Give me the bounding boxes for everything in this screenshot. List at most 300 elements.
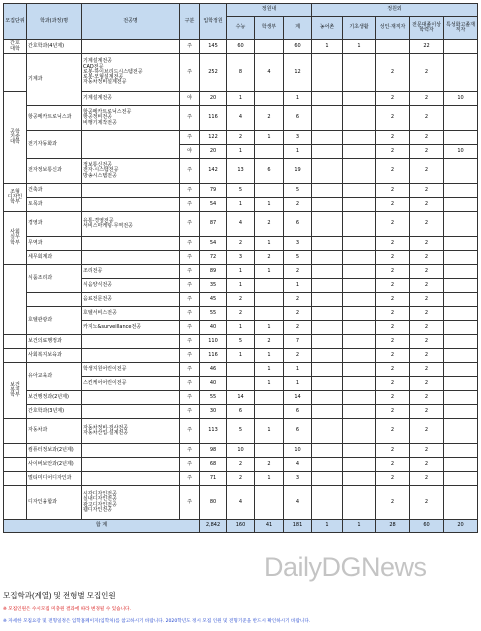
vocational-cell bbox=[444, 349, 478, 363]
low-income-cell bbox=[343, 279, 376, 293]
adult-cell: 2 bbox=[376, 335, 410, 349]
unit-cell bbox=[4, 486, 27, 520]
rural-cell bbox=[312, 307, 343, 321]
csat-cell: 2 bbox=[227, 458, 255, 472]
rural-cell bbox=[312, 198, 343, 212]
total-row bbox=[4, 520, 478, 533]
csat-cell: 10 bbox=[227, 444, 255, 458]
quota-cell: 87 bbox=[200, 212, 227, 237]
graduate-cell: 2 bbox=[410, 363, 444, 377]
type-cell: 주 bbox=[180, 279, 200, 293]
table-row bbox=[4, 40, 478, 54]
csat-cell: 1 bbox=[227, 265, 255, 279]
low-income-cell bbox=[343, 92, 376, 106]
unit-cell bbox=[4, 458, 27, 472]
quota-cell: 45 bbox=[200, 293, 227, 307]
table-row bbox=[4, 131, 478, 145]
graduate-cell: 2 bbox=[410, 472, 444, 486]
adult-cell: 2 bbox=[376, 198, 410, 212]
subtotal-cell: 6 bbox=[284, 212, 312, 237]
quota-cell: 71 bbox=[200, 472, 227, 486]
header-low-income: 기초생활 bbox=[343, 17, 376, 40]
vocational-cell bbox=[444, 486, 478, 520]
quota-cell: 252 bbox=[200, 54, 227, 92]
major-cell: 식음양식전공 bbox=[82, 279, 180, 293]
csat-cell: 4 bbox=[227, 212, 255, 237]
csat-cell: 14 bbox=[227, 391, 255, 405]
quota-cell: 98 bbox=[200, 444, 227, 458]
rural-cell bbox=[312, 92, 343, 106]
subtotal-cell: 3 bbox=[284, 131, 312, 145]
rural-cell bbox=[312, 391, 343, 405]
vocational-cell bbox=[444, 54, 478, 92]
department-cell: 항공메카트로닉스과 bbox=[27, 106, 82, 131]
graduate-cell: 2 bbox=[410, 237, 444, 251]
type-cell: 주 bbox=[180, 377, 200, 391]
type-cell: 주 bbox=[180, 419, 200, 444]
vocational-cell bbox=[444, 405, 478, 419]
vocational-cell bbox=[444, 472, 478, 486]
table-row bbox=[4, 184, 478, 198]
csat-cell: 2 bbox=[227, 307, 255, 321]
total-vocational: 20 bbox=[444, 520, 478, 533]
subtotal-cell: 6 bbox=[284, 106, 312, 131]
record-cell bbox=[255, 92, 284, 106]
rural-cell bbox=[312, 349, 343, 363]
adult-cell: 2 bbox=[376, 159, 410, 184]
subtotal-cell: 6 bbox=[284, 405, 312, 419]
subtotal-cell: 2 bbox=[284, 349, 312, 363]
department-cell: 세무회계과 bbox=[27, 251, 82, 265]
record-cell: 2 bbox=[255, 335, 284, 349]
subtotal-cell: 1 bbox=[284, 363, 312, 377]
vocational-cell bbox=[444, 444, 478, 458]
rural-cell bbox=[312, 279, 343, 293]
total-adult: 28 bbox=[376, 520, 410, 533]
csat-cell: 4 bbox=[227, 486, 255, 520]
vocational-cell bbox=[444, 265, 478, 279]
record-cell: 1 bbox=[255, 198, 284, 212]
header-adult: 성인·재직자 bbox=[376, 17, 410, 40]
rural-cell bbox=[312, 54, 343, 92]
type-cell: 주 bbox=[180, 321, 200, 335]
vocational-cell bbox=[444, 279, 478, 293]
header-subtotal: 계 bbox=[284, 17, 312, 40]
type-cell: 주 bbox=[180, 237, 200, 251]
csat-cell: 6 bbox=[227, 405, 255, 419]
major-cell: 학생지원어린이전공 bbox=[82, 363, 180, 377]
vocational-cell bbox=[444, 293, 478, 307]
unit-cell: 사회 실무 학부 bbox=[4, 212, 27, 265]
subtotal-cell: 1 bbox=[284, 92, 312, 106]
department-cell: 사회복지보육과 bbox=[27, 349, 82, 363]
graduate-cell: 22 bbox=[410, 40, 444, 54]
major-cell bbox=[82, 472, 180, 486]
rural-cell bbox=[312, 472, 343, 486]
vocational-cell bbox=[444, 40, 478, 54]
quota-cell: 55 bbox=[200, 307, 227, 321]
department-cell: 경영과 bbox=[27, 212, 82, 237]
record-cell: 6 bbox=[255, 159, 284, 184]
type-cell: 주 bbox=[180, 251, 200, 265]
header-group-regular: 정원내 bbox=[227, 4, 312, 17]
subtotal-cell: 2 bbox=[284, 321, 312, 335]
graduate-cell: 2 bbox=[410, 444, 444, 458]
low-income-cell bbox=[343, 377, 376, 391]
subtotal-cell: 14 bbox=[284, 391, 312, 405]
department-cell: 멀티미디어디자인과 bbox=[27, 472, 82, 486]
subtotal-cell: 5 bbox=[284, 184, 312, 198]
type-cell: 주 bbox=[180, 184, 200, 198]
record-cell bbox=[255, 444, 284, 458]
csat-cell: 3 bbox=[227, 251, 255, 265]
quota-cell: 72 bbox=[200, 251, 227, 265]
low-income-cell bbox=[343, 321, 376, 335]
department-cell: 토목과 bbox=[27, 198, 82, 212]
subtotal-cell: 4 bbox=[284, 458, 312, 472]
type-cell: 주 bbox=[180, 212, 200, 237]
type-cell: 주 bbox=[180, 198, 200, 212]
adult-cell: 2 bbox=[376, 405, 410, 419]
csat-cell: 4 bbox=[227, 106, 255, 131]
header-group-special: 정원외 bbox=[312, 4, 478, 17]
csat-cell: 60 bbox=[227, 40, 255, 54]
unit-cell bbox=[4, 54, 27, 92]
adult-cell: 2 bbox=[376, 307, 410, 321]
major-cell bbox=[82, 335, 180, 349]
quota-cell: 116 bbox=[200, 349, 227, 363]
record-cell: 1 bbox=[255, 237, 284, 251]
low-income-cell bbox=[343, 444, 376, 458]
low-income-cell bbox=[343, 198, 376, 212]
low-income-cell bbox=[343, 458, 376, 472]
graduate-cell: 2 bbox=[410, 145, 444, 159]
department-cell: 보건행정과(2년제) bbox=[27, 391, 82, 405]
vocational-cell bbox=[444, 106, 478, 131]
subtotal-cell: 2 bbox=[284, 198, 312, 212]
low-income-cell bbox=[343, 131, 376, 145]
type-cell: 주 bbox=[180, 106, 200, 131]
record-cell: 2 bbox=[255, 212, 284, 237]
type-cell: 주 bbox=[180, 405, 200, 419]
unit-cell bbox=[4, 472, 27, 486]
csat-cell bbox=[227, 363, 255, 377]
adult-cell: 2 bbox=[376, 472, 410, 486]
note-blue: ※ 자세한 모집요강 및 전형일정은 입학홈페이지(입학처)를 참고하시기 바랍니다. 2020학년도 정시 모집 인원 및 전형기준을 반드시 확인하시기 바랍니다. bbox=[3, 619, 311, 624]
department-cell: 보건의료행정과 bbox=[27, 335, 82, 349]
record-cell bbox=[255, 279, 284, 293]
quota-cell: 46 bbox=[200, 363, 227, 377]
department-cell: 컴퓨터정보과(2년제) bbox=[27, 444, 82, 458]
vocational-cell bbox=[444, 237, 478, 251]
adult-cell: 2 bbox=[376, 92, 410, 106]
table-body bbox=[4, 40, 478, 533]
adult-cell: 2 bbox=[376, 363, 410, 377]
major-cell: 자동차정비·검사전공 자동차산업·설계전공 bbox=[82, 419, 180, 444]
type-cell: 주 bbox=[180, 444, 200, 458]
quota-cell: 20 bbox=[200, 92, 227, 106]
type-cell: 야 bbox=[180, 145, 200, 159]
adult-cell: 2 bbox=[376, 458, 410, 472]
low-income-cell bbox=[343, 106, 376, 131]
type-cell: 주 bbox=[180, 159, 200, 184]
low-income-cell bbox=[343, 472, 376, 486]
table-row bbox=[4, 349, 478, 363]
adult-cell: 2 bbox=[376, 251, 410, 265]
low-income-cell bbox=[343, 307, 376, 321]
subtotal-cell: 3 bbox=[284, 472, 312, 486]
record-cell bbox=[255, 486, 284, 520]
low-income-cell bbox=[343, 237, 376, 251]
subtotal-cell: 3 bbox=[284, 237, 312, 251]
graduate-cell: 2 bbox=[410, 486, 444, 520]
total-record: 41 bbox=[255, 520, 284, 533]
low-income-cell bbox=[343, 405, 376, 419]
vocational-cell bbox=[444, 307, 478, 321]
department-cell: 무역과 bbox=[27, 237, 82, 251]
type-cell: 주 bbox=[180, 54, 200, 92]
department-cell: 전기자동화과 bbox=[27, 131, 82, 159]
low-income-cell bbox=[343, 363, 376, 377]
unit-cell bbox=[4, 349, 27, 363]
rural-cell bbox=[312, 184, 343, 198]
subtotal-cell: 19 bbox=[284, 159, 312, 184]
record-cell bbox=[255, 40, 284, 54]
graduate-cell: 2 bbox=[410, 279, 444, 293]
quota-cell: 79 bbox=[200, 184, 227, 198]
quota-cell: 122 bbox=[200, 131, 227, 145]
major-cell: 정보통신전공 전자·시스템전공 방송시스템전공 bbox=[82, 159, 180, 184]
header-unit: 모집단위 bbox=[4, 4, 27, 40]
rural-cell bbox=[312, 212, 343, 237]
table-caption: 모집학과(계열) 및 전형별 모집인원 bbox=[3, 591, 116, 600]
department-cell: 유아교육과 bbox=[27, 363, 82, 391]
major-cell: 시각디자인전공 실내디자인전공 광고디자인전공 웹디자인전공 bbox=[82, 486, 180, 520]
graduate-cell: 2 bbox=[410, 377, 444, 391]
graduate-cell: 2 bbox=[410, 458, 444, 472]
vocational-cell bbox=[444, 377, 478, 391]
rural-cell bbox=[312, 145, 343, 159]
table-row bbox=[4, 212, 478, 237]
table-row bbox=[4, 405, 478, 419]
total-rural: 1 bbox=[312, 520, 343, 533]
table-row bbox=[4, 307, 478, 321]
type-cell: 주 bbox=[180, 293, 200, 307]
csat-cell: 1 bbox=[227, 279, 255, 293]
graduate-cell: 2 bbox=[410, 419, 444, 444]
low-income-cell bbox=[343, 419, 376, 444]
quota-cell: 54 bbox=[200, 198, 227, 212]
unit-cell: 조형 디자인 학부 bbox=[4, 184, 27, 212]
graduate-cell: 2 bbox=[410, 265, 444, 279]
table-row bbox=[4, 293, 478, 307]
record-cell bbox=[255, 293, 284, 307]
unit-cell bbox=[4, 419, 27, 444]
department-cell: 디자인융합과 bbox=[27, 486, 82, 520]
record-cell: 1 bbox=[255, 363, 284, 377]
total-label: 합 계 bbox=[4, 520, 200, 533]
low-income-cell bbox=[343, 251, 376, 265]
csat-cell bbox=[227, 377, 255, 391]
vocational-cell bbox=[444, 391, 478, 405]
quota-cell: 110 bbox=[200, 335, 227, 349]
vocational-cell: 10 bbox=[444, 145, 478, 159]
low-income-cell bbox=[343, 184, 376, 198]
major-cell: 기계설계전공 CAD전공 로봇·하이브리드시스템전공 로봇·모형설계전공 자동차정비설계전공 bbox=[82, 54, 180, 92]
department-cell: 전자정보통신과 bbox=[27, 159, 82, 184]
rural-cell bbox=[312, 363, 343, 377]
vocational-cell bbox=[444, 458, 478, 472]
csat-cell: 2 bbox=[227, 237, 255, 251]
low-income-cell bbox=[343, 145, 376, 159]
subtotal-cell: 7 bbox=[284, 335, 312, 349]
vocational-cell: 10 bbox=[444, 92, 478, 106]
record-cell: 1 bbox=[255, 349, 284, 363]
type-cell: 주 bbox=[180, 335, 200, 349]
table-row bbox=[4, 363, 478, 377]
low-income-cell: 1 bbox=[343, 40, 376, 54]
table-row bbox=[4, 251, 478, 265]
csat-cell: 2 bbox=[227, 472, 255, 486]
low-income-cell bbox=[343, 349, 376, 363]
table-row bbox=[4, 486, 478, 520]
adult-cell: 2 bbox=[376, 237, 410, 251]
header-vocational: 특성화고졸재직자 bbox=[444, 17, 478, 40]
vocational-cell bbox=[444, 419, 478, 444]
type-cell: 주 bbox=[180, 391, 200, 405]
adult-cell: 2 bbox=[376, 265, 410, 279]
subtotal-cell: 2 bbox=[284, 307, 312, 321]
quota-cell: 30 bbox=[200, 405, 227, 419]
quota-cell: 35 bbox=[200, 279, 227, 293]
header-rural: 농어촌 bbox=[312, 17, 343, 40]
subtotal-cell: 2 bbox=[284, 293, 312, 307]
major-cell: 유통·경영전공 서비스마케팅·무역전공 bbox=[82, 212, 180, 237]
subtotal-cell: 1 bbox=[284, 377, 312, 391]
rural-cell bbox=[312, 293, 343, 307]
major-cell bbox=[82, 184, 180, 198]
graduate-cell: 2 bbox=[410, 106, 444, 131]
rural-cell bbox=[312, 458, 343, 472]
quota-cell: 54 bbox=[200, 237, 227, 251]
subtotal-cell: 1 bbox=[284, 145, 312, 159]
type-cell: 주 bbox=[180, 363, 200, 377]
department-cell: 식품조리과 bbox=[27, 265, 82, 293]
low-income-cell bbox=[343, 486, 376, 520]
rural-cell bbox=[312, 335, 343, 349]
record-cell bbox=[255, 307, 284, 321]
table-row bbox=[4, 444, 478, 458]
adult-cell: 2 bbox=[376, 321, 410, 335]
record-cell bbox=[255, 405, 284, 419]
rural-cell bbox=[312, 159, 343, 184]
rural-cell bbox=[312, 237, 343, 251]
record-cell: 1 bbox=[255, 472, 284, 486]
table-row bbox=[4, 419, 478, 444]
major-cell: 음료전문전공 bbox=[82, 293, 180, 307]
major-cell bbox=[82, 391, 180, 405]
graduate-cell: 2 bbox=[410, 159, 444, 184]
quota-cell: 68 bbox=[200, 458, 227, 472]
adult-cell: 2 bbox=[376, 54, 410, 92]
quota-cell: 142 bbox=[200, 159, 227, 184]
rural-cell: 1 bbox=[312, 40, 343, 54]
graduate-cell: 2 bbox=[410, 131, 444, 145]
graduate-cell: 2 bbox=[410, 212, 444, 237]
csat-cell: 8 bbox=[227, 54, 255, 92]
record-cell bbox=[255, 145, 284, 159]
major-cell: 조리전공 bbox=[82, 265, 180, 279]
department-cell: 호텔관광과 bbox=[27, 307, 82, 335]
table-row bbox=[4, 458, 478, 472]
adult-cell bbox=[376, 40, 410, 54]
type-cell: 주 bbox=[180, 472, 200, 486]
adult-cell: 2 bbox=[376, 212, 410, 237]
quota-cell: 80 bbox=[200, 486, 227, 520]
low-income-cell bbox=[343, 335, 376, 349]
unit-cell: 간호 대학 bbox=[4, 40, 27, 54]
major-cell: 스킨케어어린이전공 bbox=[82, 377, 180, 391]
watermark: DailyDGNews bbox=[264, 552, 427, 582]
csat-cell: 1 bbox=[227, 145, 255, 159]
table-row bbox=[4, 54, 478, 92]
csat-cell: 5 bbox=[227, 419, 255, 444]
header-csat: 수능 bbox=[227, 17, 255, 40]
department-cell: 건축과 bbox=[27, 184, 82, 198]
adult-cell: 2 bbox=[376, 106, 410, 131]
vocational-cell bbox=[444, 321, 478, 335]
low-income-cell bbox=[343, 265, 376, 279]
admissions-table bbox=[3, 3, 478, 533]
quota-cell: 116 bbox=[200, 106, 227, 131]
record-cell: 4 bbox=[255, 54, 284, 92]
unit-cell bbox=[4, 335, 27, 349]
csat-cell: 2 bbox=[227, 293, 255, 307]
vocational-cell bbox=[444, 159, 478, 184]
graduate-cell: 2 bbox=[410, 293, 444, 307]
table-row bbox=[4, 159, 478, 184]
type-cell: 주 bbox=[180, 131, 200, 145]
table-row bbox=[4, 265, 478, 279]
subtotal-cell: 10 bbox=[284, 444, 312, 458]
major-cell bbox=[82, 458, 180, 472]
department-cell: 자동차과 bbox=[27, 419, 82, 444]
record-cell: 1 bbox=[255, 131, 284, 145]
major-cell bbox=[82, 405, 180, 419]
low-income-cell bbox=[343, 293, 376, 307]
vocational-cell bbox=[444, 212, 478, 237]
department-cell: 사이버보안과(2년제) bbox=[27, 458, 82, 472]
vocational-cell bbox=[444, 251, 478, 265]
header-quota: 입학정원 bbox=[200, 4, 227, 40]
department-cell: 간호학과(4년제) bbox=[27, 40, 82, 54]
subtotal-cell: 4 bbox=[284, 486, 312, 520]
graduate-cell: 2 bbox=[410, 335, 444, 349]
major-cell bbox=[82, 40, 180, 54]
adult-cell: 2 bbox=[376, 279, 410, 293]
rural-cell bbox=[312, 251, 343, 265]
record-cell bbox=[255, 184, 284, 198]
major-cell bbox=[82, 237, 180, 251]
header-record: 학생부 bbox=[255, 17, 284, 40]
rural-cell bbox=[312, 405, 343, 419]
quota-cell: 20 bbox=[200, 145, 227, 159]
table-row bbox=[4, 391, 478, 405]
subtotal-cell: 5 bbox=[284, 251, 312, 265]
graduate-cell: 2 bbox=[410, 349, 444, 363]
major-cell: 항공메카트로닉스전공 항공정비전공 비행기제작전공 bbox=[82, 106, 180, 131]
department-cell bbox=[27, 293, 82, 307]
